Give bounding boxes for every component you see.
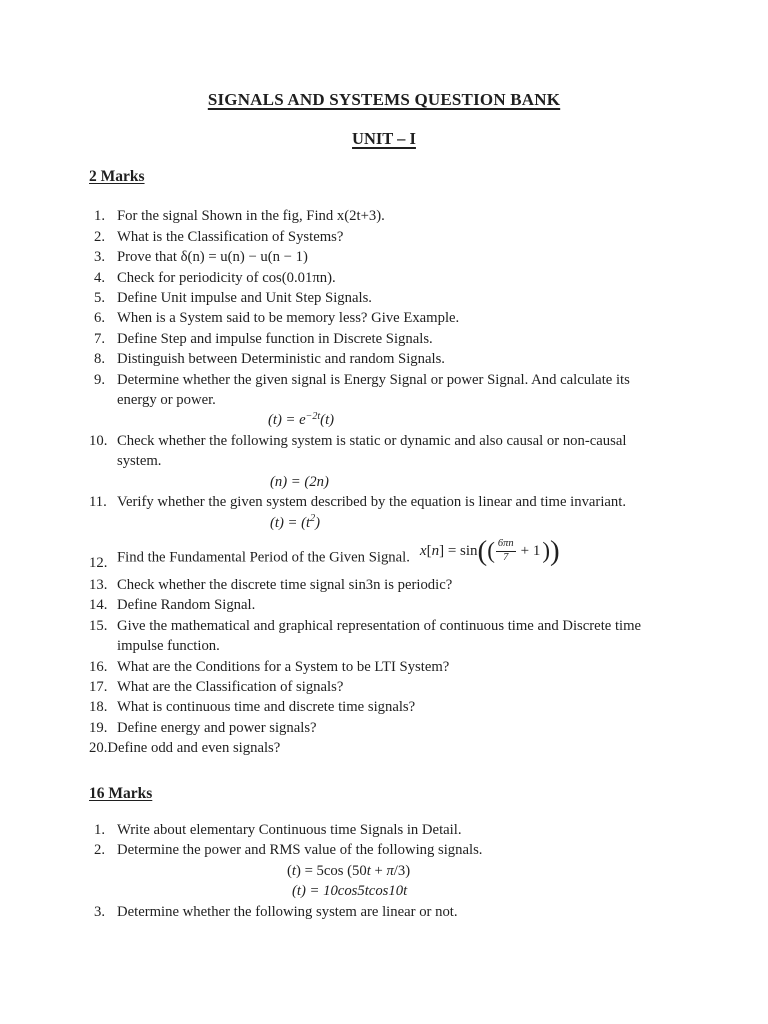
inline-formula [420, 536, 560, 566]
question-item [89, 268, 688, 288]
formula-segment: ) = 5cos (50 [296, 862, 367, 879]
question-text [117, 370, 688, 411]
paren-close-inner: ) [542, 537, 551, 563]
formula-segment: t [366, 862, 371, 879]
superscript [310, 513, 315, 524]
question-line: What are the Conditions for a System to be LTI System? [117, 658, 450, 675]
question-item [89, 840, 688, 860]
document-content [0, 167, 768, 922]
question-line: Define energy and power signals? [117, 719, 317, 736]
formula-segment: π [386, 862, 394, 879]
question-item [89, 595, 688, 615]
question-text [117, 329, 688, 349]
question-item [89, 349, 688, 369]
question-text [117, 697, 688, 717]
question-line: Check for periodicity of cos(0.01πn). [117, 269, 336, 286]
question-item [89, 308, 688, 328]
question-text [117, 349, 688, 369]
question-line: Check whether the discrete time signal sin3n is periodic? [117, 576, 453, 593]
question-text [117, 657, 688, 677]
formula-segment: (t) = e [268, 412, 306, 429]
formula-segment: n [431, 542, 440, 559]
formula-segment: + 1 [520, 542, 541, 559]
formula-segment: 2 [310, 513, 316, 525]
formula-segment: ] = sin [439, 542, 478, 559]
question-line: What is the Classification of Systems? [117, 228, 344, 245]
question-line: Verify whether the given system described by the equation is linear and time invariant. [117, 494, 627, 511]
paren-close-outer: ) [550, 534, 560, 567]
question-number: 20. [89, 740, 108, 757]
question-text [117, 227, 688, 247]
question-item [89, 206, 688, 226]
question-item [89, 738, 688, 758]
question-text [107, 738, 688, 758]
question-text [117, 206, 688, 226]
question-number: 11. [89, 494, 107, 511]
question-line: Prove that δ(n) = u(n) − u(n − 1) [117, 249, 308, 266]
formula-segment: x [419, 542, 427, 559]
question-number: 3. [94, 903, 106, 920]
question-item [89, 677, 688, 697]
question-line: Determine whether the following system are linear or not. [117, 903, 458, 920]
formula-segment: (t) = 10cos5tcos10t [292, 883, 408, 900]
formula-segment: ) [315, 514, 320, 531]
question-number: 4. [94, 269, 106, 286]
formula-segment: /3) [393, 862, 411, 879]
document-title: SIGNALS AND SYSTEMS QUESTION BANK [207, 90, 561, 109]
section [89, 167, 688, 759]
formula-segment: ( [287, 862, 292, 879]
question-item [89, 370, 688, 411]
question-text [117, 288, 688, 308]
math-formula [268, 410, 688, 430]
question-line: impulse function. [117, 638, 220, 655]
question-text [117, 616, 688, 657]
formula-segment: (t) = (t [270, 514, 311, 531]
question-line: What are the Classification of signals? [117, 678, 344, 695]
question-text [117, 247, 688, 267]
question-text [117, 820, 688, 840]
question-line: Determine whether the given signal is Energy Signal or power Signal. And calculate its [117, 371, 630, 388]
paren-open-outer: ( [477, 534, 488, 567]
question-number: 1. [94, 208, 106, 225]
unit-heading: UNIT – I [352, 129, 416, 148]
fraction-denominator: 7 [503, 552, 509, 564]
question-line: energy or power. [117, 392, 216, 409]
question-text [117, 431, 688, 472]
question-number: 15. [89, 617, 108, 634]
question-text [117, 718, 688, 738]
question-item [89, 718, 688, 738]
question-line: Give the mathematical and graphical representation of continuous time and Discrete time [117, 617, 642, 634]
question-number: 8. [94, 351, 106, 368]
fraction-numerator: 6πn [496, 538, 516, 552]
question-item [89, 288, 688, 308]
section [89, 784, 688, 922]
section-heading: 16 Marks [89, 784, 153, 802]
question-text [117, 840, 688, 860]
question-number: 14. [89, 597, 108, 614]
question-line: system. [117, 453, 162, 470]
question-number: 7. [94, 330, 106, 347]
question-number: 6. [94, 310, 106, 327]
question-line: What is continuous time and discrete time signals? [117, 699, 416, 716]
question-item [89, 820, 688, 840]
question-number: 19. [89, 719, 108, 736]
question-text [117, 268, 688, 288]
question-line: Check whether the following system is static or dynamic and also causal or non-causal [117, 432, 627, 449]
question-item [89, 575, 688, 595]
question-item [89, 492, 688, 512]
formula-segment: + [370, 862, 387, 879]
question-number: 16. [89, 658, 108, 675]
question-number: 1. [94, 821, 106, 838]
question-line: Write about elementary Continuous time Signals in Detail. [117, 821, 462, 838]
question-item [89, 697, 688, 717]
question-number: 3. [94, 249, 106, 266]
question-line: Distinguish between Deterministic and random Signals. [117, 351, 445, 368]
question-line: Determine the power and RMS value of the following signals. [117, 842, 483, 859]
question-text [117, 308, 688, 328]
section-heading: 2 Marks [89, 168, 145, 185]
formula-segment: t [291, 862, 296, 879]
question-item [89, 431, 688, 472]
question-text [117, 534, 688, 573]
question-number: 5. [94, 290, 106, 307]
question-item [89, 616, 688, 657]
question-line: Define Random Signal. [117, 597, 256, 614]
question-number: 13. [89, 576, 108, 593]
formula-segment: −2t [305, 411, 321, 423]
question-text [117, 492, 688, 512]
question-text [117, 677, 688, 697]
question-line: Define odd and even signals? [107, 740, 281, 757]
paren-open-inner: ( [487, 537, 495, 563]
question-text [117, 575, 688, 595]
question-line: When is a System said to be memory less? Give Example. [117, 310, 460, 327]
question-number: 10. [89, 432, 108, 449]
question-line: Find the Fundamental Period of the Given Signal. [117, 549, 410, 566]
question-list [89, 206, 688, 758]
question-number: 12. [89, 554, 108, 571]
question-number: 17. [89, 678, 108, 695]
math-formula [292, 881, 688, 901]
math-formula [270, 472, 688, 492]
question-line: For the signal Shown in the fig, Find x(2t+3). [117, 208, 385, 225]
question-item [89, 329, 688, 349]
question-line: Define Unit impulse and Unit Step Signals. [117, 290, 372, 307]
question-line: Define Step and impulse function in Discrete Signals. [117, 330, 433, 347]
question-item [89, 533, 688, 575]
math-formula [287, 861, 688, 881]
question-text [117, 595, 688, 615]
math-formula [270, 513, 688, 533]
question-text [117, 902, 688, 922]
question-number: 9. [94, 371, 106, 388]
question-number: 18. [89, 699, 108, 716]
question-item [89, 902, 688, 922]
formula-segment: (n) = (2n) [270, 473, 329, 490]
formula-segment: (t) [320, 412, 335, 429]
formula-segment: [ [426, 542, 432, 559]
question-item [89, 657, 688, 677]
question-item [89, 227, 688, 247]
question-item [89, 247, 688, 267]
question-number: 2. [94, 842, 106, 859]
question-list [89, 820, 688, 922]
fraction [496, 538, 516, 564]
question-number: 2. [94, 228, 106, 245]
superscript [306, 411, 321, 422]
